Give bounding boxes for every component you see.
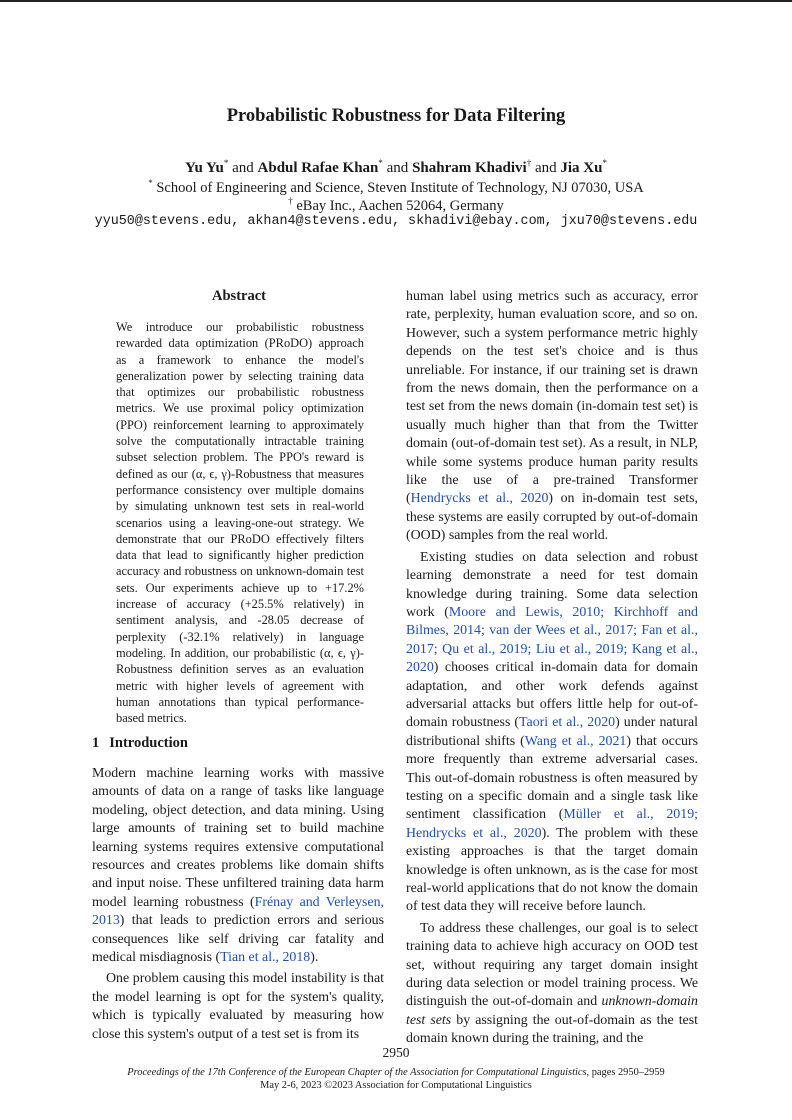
paragraph-text: human label using metrics such as accuracy, error rate, perplexity, human evaluation score, and so on. However, such a system performance metric highly depends on the test set's choice and is thus unreliable. For instance, if our training set is drawn from the news domain, then the performance on a test set from the news domain (in-domain test set) is usually much higher than that from the Twitter domain (out-of-domain test set). As a result, in NLP, while some systems produce human parity results like the use of a pre-trained Transformer ( (406, 289, 698, 507)
author-yu-yu: Yu Yu (185, 160, 224, 176)
intro-paragraph-3 (406, 549, 698, 917)
left-column (92, 765, 384, 1044)
citation-link[interactable]: Taori et al., 2020 (519, 715, 616, 731)
paragraph-text: ) under natural distributional shifts ( (406, 715, 699, 749)
paragraph-text: ) on in-domain test sets, these systems are easily corrupted by out-of-domain (OOD) samples from the real world. (406, 491, 698, 544)
affiliation-mark: † (288, 196, 293, 206)
paragraph-text: ) that leads to prediction errors and serious consequences like self driving car fatality and medical misdiagnosis ( (92, 913, 384, 966)
citation-link[interactable]: Moore and Lewis, 2010 (448, 604, 601, 620)
intro-paragraph-2-continued (406, 288, 698, 546)
author-mark: * (378, 158, 383, 168)
right-column (406, 288, 698, 1049)
intro-paragraph-1 (92, 765, 384, 967)
affiliation-ebay (0, 196, 792, 215)
citation-link[interactable]: van der Wees et al., 2017 (489, 623, 634, 639)
author-mark: * (602, 158, 607, 168)
footer-pages: , pages 2950–2959 (586, 1067, 665, 1078)
affiliation-mark: * (148, 178, 153, 188)
citation-link[interactable]: Müller et al., 2019 (563, 807, 695, 823)
citation-separator: ; (600, 604, 614, 620)
author-separator: and (534, 160, 557, 176)
citation-link[interactable]: Frénay and Verleysen, 2013 (92, 894, 384, 929)
paper-title: Probabilistic Robustness for Data Filtering (226, 106, 566, 126)
affiliation-stevens (0, 178, 792, 197)
author-abdul-rafae-khan: Abdul Rafae Khan (257, 160, 379, 176)
section-heading-introduction (92, 735, 386, 752)
citation-separator: ; (481, 623, 490, 639)
author-separator: and (386, 160, 409, 176)
citation-separator: ; (433, 641, 443, 657)
author-shahram-khadivi: Shahram Khadivi (412, 160, 527, 176)
section-title: Introduction (109, 735, 188, 751)
paragraph-text: ) that occurs more frequently than extreme adversarial cases. This out-of-domain robustness is often measured by testing on a specific domain and a single task like sentiment classification ( (406, 733, 698, 823)
author-mark: † (526, 158, 532, 168)
page-number: 2950 (382, 1045, 410, 1060)
paragraph-text: Modern machine learning works with massive amounts of data on a range of tasks like language modeling, object detection, and data mining. Using large amounts of training set to build machine learning systems requires extensive computational resources and creates problems like domain shifts and input noise. These unfiltered training data harm model learning robustness ( (92, 766, 384, 910)
author-jia-xu: Jia Xu (560, 160, 603, 176)
emphasized-term: unknown-domain test sets (406, 994, 698, 1028)
author-emails: yyu50@stevens.edu, akhan4@stevens.edu, skhadivi@ebay.com, jxu70@stevens.edu (94, 214, 698, 229)
citation-link[interactable]: Fan et al., 2017 (406, 623, 698, 657)
footer-line-1 (0, 1066, 792, 1079)
paragraph-text: To address these challenges, our goal is to select training data to achieve high accuracy on OOD test set, without requiring any target domain insight during data selection or model training process. We distinguish the out-of-domain and (406, 920, 698, 1010)
citation-separator: ; (623, 641, 632, 657)
proceedings-footer (0, 1066, 792, 1092)
citation-link[interactable]: Liu et al., 2019 (535, 641, 624, 657)
abstract-text: We introduce our probabilistic robustness rewarded data optimization (PRoDO) approach as a framework to enhance the model's generalization power by selecting training data that optimizes our probabilistic robustness metrics. We use proximal policy optimization (PPO) reinforcement learning to approximately solve the computationally intractable training subset selection problem. The PPO's reward is defined as our (α, ϵ, γ)-Robustness that measures performance consistency over multiple domains by simulating unknown test sets in real-world scenarios using a leaving-one-out strategy. We demonstrate that our PRoDO effectively filters data that lead to significantly higher prediction accuracy and robustness on unknown-domain test sets. Our experiments achieve up to +17.2% increase of accuracy (+25.5% relatively) in sentiment analysis, and -28.05 decrease of perplexity (-32.1% relatively) in language modeling. In addition, our probabilistic (α, ϵ, γ)-Robustness definition serves as an evaluation metric with higher levels of agreement with human annotations than typical performance-based metrics. (116, 320, 364, 726)
intro-paragraph-4 (406, 920, 698, 1049)
section-number: 1 (92, 735, 100, 751)
citation-link[interactable]: Tian et al., 2018 (220, 950, 311, 966)
citation-link[interactable]: Kirchhoff and Bilmes, 2014 (406, 604, 698, 639)
footer-venue: Proceedings of the 17th Conference of the European Chapter of the Association for Computational Linguistics (127, 1067, 587, 1078)
footer-line-2: May 2-6, 2023 ©2023 Association for Computational Linguistics (260, 1080, 532, 1091)
citation-separator: ; (633, 623, 642, 639)
paragraph-text: ). The problem with these existing approaches is that the target domain knowledge is often unknown, as is the case for most real-world applications that do not know the domain of test data they will receive before launch. (406, 825, 698, 915)
paragraph-text: ) chooses critical in-domain data for domain adaptation, and other work defends against adversarial attacks but offers little help for out-of-domain robustness ( (406, 660, 698, 731)
affiliation-text: School of Engineering and Science, Steven Institute of Technology, NJ 07030, USA (156, 180, 644, 196)
author-mark: * (223, 158, 229, 168)
abstract-heading: Abstract (212, 288, 266, 304)
citation-link[interactable]: Wang et al., 2021 (524, 733, 627, 749)
paragraph-text: Existing studies on data selection and robust learning demonstrate a need for test domain knowledge during training. Some data selection work ( (406, 549, 698, 620)
citation-link[interactable]: Hendrycks et al., 2020 (410, 491, 549, 507)
author-separator: and (232, 160, 254, 176)
citation-link[interactable]: Hendrycks et al., 2020 (406, 825, 542, 841)
paragraph-text: by assigning the out-of-domain as the test domain known during the training, and the (406, 1012, 698, 1047)
paragraph-text: ). (310, 950, 319, 966)
citation-separator: ; (527, 641, 536, 657)
citation-separator: ; (694, 807, 698, 823)
author-list (0, 158, 792, 177)
affiliation-text: eBay Inc., Aachen 52064, Germany (296, 198, 504, 214)
citation-link[interactable]: Kang et al., 2020 (406, 641, 699, 676)
citation-link[interactable]: Qu et al., 2019 (442, 641, 528, 657)
intro-paragraph-2: One problem causing this model instability is that the model learning is opt for the system's quality, which is typically evaluated by measuring how close this system's output of a test set is from its (92, 971, 384, 1042)
